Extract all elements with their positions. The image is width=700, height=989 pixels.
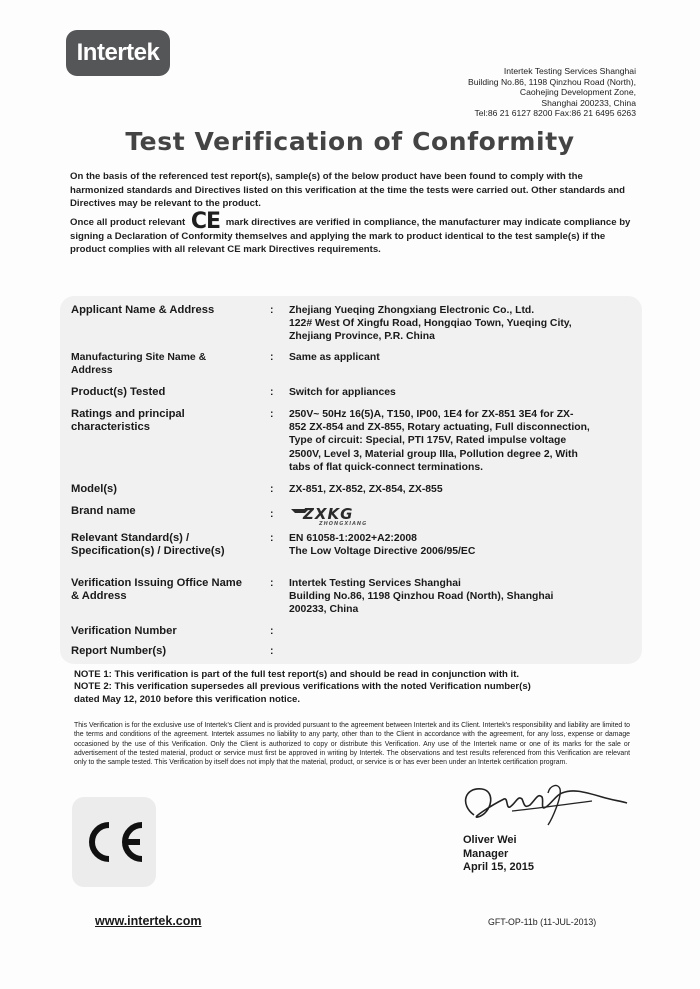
- value-line: The Low Voltage Directive 2006/95/EC: [289, 546, 476, 558]
- field-value: [289, 408, 634, 474]
- legal-disclaimer: This Verification is for the exclusive use of Intertek's Client and is provided pursuant to the agreement between Intertek and its Client. Intertek's responsibility and liability are limited to the terms and conditions of the agreement. Intertek assumes no liability to any party, other than to the Client in accordance with the agreement, for any loss, expense or damage occasioned by the use of this Verification. Only the Client is authorized to copy or distribute this Verification. Any use of the Intertek name or one of its marks for the sale or advertisement of the tested material, product or service must first be approved in writing by Intertek. The observations and test results referenced from this Verification are relevant only to the sample tested. This Verification by itself does not imply that the material, product, or service is or has ever been under an Intertek certification program.: [74, 722, 630, 767]
- colon: :: [270, 409, 274, 420]
- intro-paragraph-1: On the basis of the referenced test report(s), sample(s) of the below product have been found to comply with the harmonized standards and Directives listed on this verification at the time the tests were carried out. Other standards and Directives may be relevant to the product.: [70, 171, 625, 209]
- colon: :: [270, 578, 274, 589]
- value-line: Type of circuit: Special, PTI 175V, Rated impulse voltage: [289, 435, 567, 447]
- label-line: characteristics: [71, 421, 150, 434]
- label-line: Relevant Standard(s) /: [71, 532, 190, 544]
- address-line: Building No.86, 1198 Qinzhou Road (North),: [468, 76, 636, 87]
- value-line: 852 ZX-854 and ZX-855, Rotary actuating, Full disconnection,: [289, 422, 590, 434]
- label-line: Specification(s) / Directive(s): [71, 545, 225, 558]
- document-title: Test Verification of Conformity: [125, 127, 575, 156]
- field-label: Product(s) Tested: [71, 386, 166, 398]
- ce-mark-large-icon: [82, 819, 146, 865]
- footer-website-link[interactable]: www.intertek.com: [95, 914, 202, 928]
- signatory-title: Manager: [463, 847, 509, 860]
- value-line: 250V~ 50Hz 16(5)A, T150, IP00, 1E4 for ZX-851 3E4 for ZX-: [289, 409, 574, 420]
- value-line: Building No.86, 1198 Qinzhou Road (North), Shanghai: [289, 591, 554, 603]
- field-label: [71, 532, 261, 558]
- colon: :: [270, 305, 274, 316]
- logo-text: Intertek: [76, 39, 160, 66]
- field-value: Same as applicant: [289, 352, 380, 363]
- colon: :: [270, 387, 274, 398]
- form-code: GFT-OP-11b (11-JUL-2013): [488, 917, 597, 927]
- label-line: Manufacturing Site Name &: [71, 352, 207, 363]
- field-label: Verification Number: [71, 625, 177, 637]
- note-1: NOTE 1: This verification is part of the full test report(s) and should be read in conjunction with it.: [74, 669, 520, 680]
- field-label: Brand name: [71, 505, 136, 517]
- colon: :: [270, 484, 274, 495]
- brand-logo-subtext: ZHONGXIANG: [319, 521, 368, 527]
- label-line: & Address: [71, 590, 127, 603]
- field-value: [289, 304, 634, 344]
- label-line: Address: [71, 365, 113, 377]
- intertek-logo: [66, 30, 170, 76]
- field-label: [71, 408, 261, 434]
- brand-logo-text: ZXKG: [303, 505, 354, 523]
- office-address-block: [468, 66, 636, 119]
- intro-paragraph-2: [70, 209, 635, 257]
- brand-logo: [289, 505, 634, 531]
- address-line: Caohejing Development Zone,: [519, 87, 636, 98]
- field-label: Report Number(s): [71, 645, 167, 657]
- signatory-block: [463, 834, 534, 875]
- note-2-continued: dated May 12, 2010 before this verification notice.: [74, 693, 301, 705]
- value-line: EN 61058-1:2002+A2:2008: [289, 533, 417, 544]
- note-2: NOTE 2: This verification supersedes all previous verifications with the noted Verification number(s): [74, 681, 531, 693]
- value-line: 200233, China: [289, 604, 359, 616]
- field-value: [289, 532, 634, 558]
- field-label: [71, 577, 261, 603]
- signatory-name: Oliver Wei: [463, 834, 517, 846]
- label-line: Ratings and principal: [71, 408, 185, 420]
- signature-date: April 15, 2015: [463, 861, 534, 873]
- colon: :: [270, 646, 274, 657]
- ce-mark-icon: CE: [190, 209, 221, 234]
- intro-text: mark directives are verified in compliance, the manufacturer may indicate compliance by signing a Declaration of Conformity themselves and applying the mark to product identical to the test sample(s) if the product complies with all relevant CE mark Directives requirements.: [70, 217, 631, 255]
- zxkg-logo-icon: [289, 505, 399, 527]
- ce-mark-panel: [72, 797, 156, 887]
- address-line: Intertek Testing Services Shanghai: [503, 66, 636, 76]
- field-label: [71, 351, 261, 377]
- colon: :: [270, 352, 274, 363]
- colon: :: [270, 533, 274, 544]
- value-line: tabs of flat quick-connect terminations.: [289, 461, 483, 473]
- field-value: [289, 577, 634, 617]
- field-label: Applicant Name & Address: [71, 304, 215, 316]
- field-value: ZX-851, ZX-852, ZX-854, ZX-855: [289, 484, 443, 495]
- value-line: Zhejiang Yueqing Zhongxiang Electronic Co., Ltd.: [289, 305, 535, 316]
- handwritten-signature: [452, 775, 632, 835]
- value-line: Intertek Testing Services Shanghai: [289, 578, 461, 589]
- address-line: Shanghai 200233, China: [541, 97, 636, 108]
- field-label: Model(s): [71, 483, 117, 495]
- notes: [74, 669, 634, 706]
- colon: :: [270, 509, 274, 520]
- value-line: 122# West Of Xingfu Road, Hongqiao Town, Yueqing City,: [289, 318, 572, 330]
- intro-text: Once all product relevant: [70, 217, 186, 228]
- value-line: 2500V, Level 3, Material group IIIa, Pollution degree 2, With: [289, 448, 578, 460]
- colon: :: [270, 626, 274, 637]
- field-value: Switch for appliances: [289, 387, 396, 398]
- value-line: Zhejiang Province, P.R. China: [289, 331, 435, 343]
- label-line: Verification Issuing Office Name: [71, 577, 242, 589]
- address-line: Tel:86 21 6127 8200 Fax:86 21 6495 6263: [474, 108, 636, 119]
